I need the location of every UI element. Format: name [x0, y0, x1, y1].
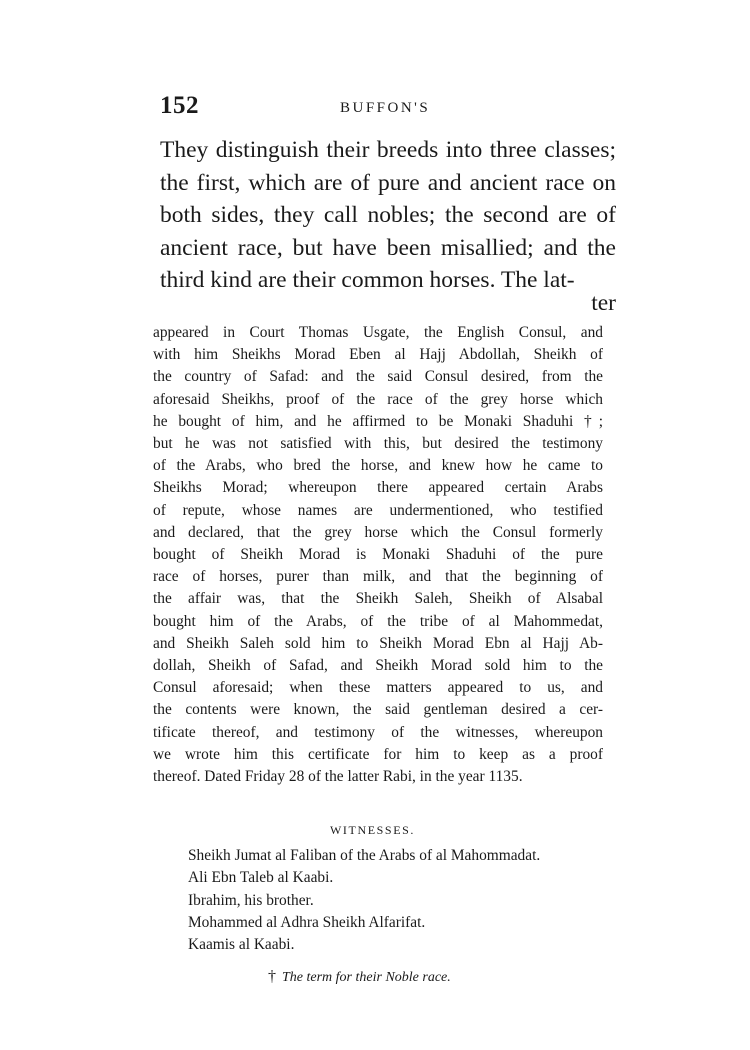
witnesses-heading: WITNESSES.: [330, 823, 415, 837]
catchword: ter: [591, 290, 616, 316]
quoted-line: dollah, Sheikh of Safad, and Sheikh Morad sold him to the: [153, 657, 603, 675]
quoted-line: thereof. Dated Friday 28 of the latter Rabi, in the year 1135.: [153, 768, 523, 786]
quoted-line: the country of Safad: and the said Consul desired, from the: [153, 368, 603, 386]
witness-name: Ibrahim, his brother.: [188, 891, 314, 909]
quoted-line: Consul aforesaid; when these matters appeared to us, and: [153, 679, 603, 697]
quoted-line: bought of Sheikh Morad is Monaki Shaduhi of the pure: [153, 546, 603, 564]
quoted-certificate: [153, 322, 603, 788]
quoted-line: the contents were known, the said gentleman desired a cer-: [153, 701, 603, 719]
page-header: [160, 92, 616, 132]
main-paragraph: [160, 134, 616, 297]
footnote: [268, 968, 451, 986]
running-head: BUFFON'S: [340, 100, 431, 116]
quoted-line: of the Arabs, who bred the horse, and knew how he came to: [153, 457, 603, 475]
dagger-marker: †: [268, 968, 276, 985]
witness-name: Kaamis al Kaabi.: [188, 936, 295, 954]
quoted-line: and declared, that the grey horse which the Consul formerly: [153, 523, 603, 541]
quoted-line: and Sheikh Saleh sold him to Sheikh Morad Ebn al Hajj Ab-: [153, 634, 603, 652]
witness-list: [188, 845, 608, 956]
quoted-line: bought him of the Arabs, of the tribe of al Mahommedat,: [153, 612, 603, 630]
page-number: 152: [160, 92, 199, 119]
witness-name: Ali Ebn Taleb al Kaabi.: [188, 869, 334, 887]
quoted-line: Sheikhs Morad; whereupon there appeared certain Arabs: [153, 479, 603, 497]
quoted-line: the affair was, that the Sheikh Saleh, Sheikh of Alsabal: [153, 590, 603, 608]
main-text-line: ancient race, but have been misallied; and the: [160, 234, 616, 261]
quoted-line: with him Sheikhs Morad Eben al Hajj Abdollah, Sheikh of: [153, 346, 603, 364]
main-text-line: both sides, they call nobles; the second are of: [160, 202, 616, 229]
quoted-line: tificate thereof, and testimony of the witnesses, whereupon: [153, 723, 603, 741]
quoted-line: of repute, whose names are undermentioned, who testified: [153, 501, 603, 519]
footnote-text: The term for their Noble race.: [282, 970, 451, 985]
quoted-line: race of horses, purer than milk, and that the beginning of: [153, 568, 603, 586]
witness-name: Sheikh Jumat al Faliban of the Arabs of al Mahommadat.: [188, 847, 541, 864]
quoted-line: aforesaid Sheikhs, proof of the race of the grey horse which: [153, 390, 603, 408]
main-text-line: third kind are their common horses. The lat-: [160, 267, 575, 294]
quoted-line: he bought of him, and he affirmed to be Monaki Shaduhi †;: [153, 412, 603, 430]
main-text-line: the first, which are of pure and ancient race on: [160, 169, 616, 196]
quoted-line: appeared in Court Thomas Usgate, the English Consul, and: [153, 324, 603, 341]
quoted-line: we wrote him this certificate for him to keep as a proof: [153, 745, 603, 763]
quoted-line: but he was not satisfied with this, but desired the testimony: [153, 435, 603, 453]
witness-name: Mohammed al Adhra Sheikh Alfarifat.: [188, 913, 426, 931]
main-text-line: They distinguish their breeds into three classes;: [160, 137, 616, 163]
